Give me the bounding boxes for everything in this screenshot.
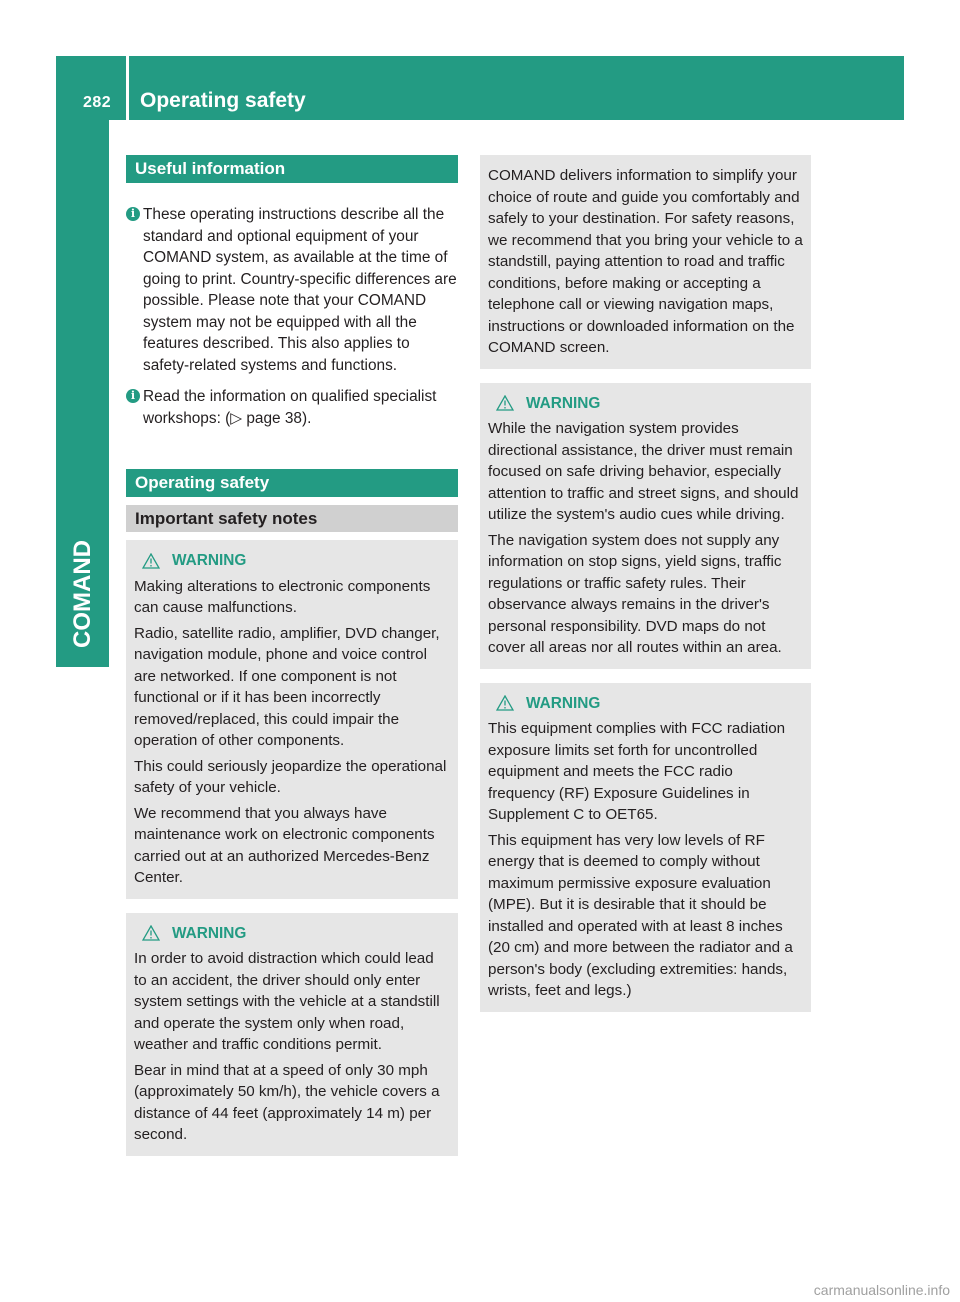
warning-paragraph: While the navigation system provides directional assistance, the driver must remain focused on safe driving behavior, especially attention to traffic and street signs, and should utilize the system's audio cues while driving. xyxy=(488,420,799,523)
useful-info-heading: Useful information xyxy=(126,155,458,183)
important-safety-notes-heading: Important safety notes xyxy=(126,505,458,532)
info-text: These operating instructions describe all the standard and optional equipment of your COMAND system, as available at the time of going to print. Country-specific differences are possible. Please note that your COMAND system may not be equipped with all the features described. This also applies to safety-related systems and functions. xyxy=(143,206,457,374)
warning-box xyxy=(480,383,811,669)
intro-box xyxy=(480,155,811,369)
page-title: Operating safety xyxy=(140,89,306,112)
warning-label: WARNING xyxy=(526,394,601,412)
warning-paragraph: The navigation system does not supply any information on stop signs, yield signs, traffic regulations or traffic safety rules. Their observance always remains in the driver's personal responsibility. DVD maps do not cover all areas nor all routes within an area. xyxy=(488,531,782,656)
warning-header xyxy=(134,923,450,945)
warning-label: WARNING xyxy=(172,552,247,569)
right-column xyxy=(480,155,811,1012)
side-tab-label: COMAND xyxy=(68,540,96,648)
header-divider xyxy=(126,56,129,120)
left-column xyxy=(126,155,458,1156)
warning-paragraph: In order to avoid distraction which could lead to an accident, the driver should only enter system settings with the vehicle at a standstill and operate the system only when road, weather and traffic conditions permit. xyxy=(134,950,440,1053)
info-text: Read the information on qualified specialist workshops: (▷ page 38). xyxy=(143,388,437,427)
info-icon: i xyxy=(126,389,140,403)
warning-triangle-icon xyxy=(142,925,160,941)
operating-safety-heading: Operating safety xyxy=(126,469,458,497)
warning-triangle-icon xyxy=(496,395,514,411)
warning-box xyxy=(480,683,811,1012)
warning-paragraph: This could seriously jeopardize the operational safety of your vehicle. xyxy=(134,757,447,796)
warning-label: WARNING xyxy=(172,924,247,942)
warning-paragraph: This equipment has very low levels of RF energy that is deemed to comply without maximum permissive exposure evaluation (MPE). But it is desirable that it should be installed and operated with at least 8 inches (20 cm) and more between the radiator and a person's body (excluding extremities: hands, wrists, feet and legs.) xyxy=(488,831,793,999)
warning-paragraph: Radio, satellite radio, amplifier, DVD changer, navigation module, phone and voice control are networked. If one component is not functional or if it has been incorrectly removed/replaced, this could impair the operation of other components. xyxy=(134,624,440,749)
info-icon: i xyxy=(126,207,140,221)
warning-header xyxy=(488,393,803,415)
intro-text: COMAND delivers information to simplify your choice of route and guide you comfortably and safely to your destination. For safety reasons, we recommend that you bring your vehicle to a standstill, paying attention to road and traffic conditions, before making or accepting a telephone call or viewing navigation maps, instructions or downloaded information on the COMAND screen. xyxy=(488,167,803,356)
warning-header xyxy=(134,550,450,572)
info-item xyxy=(126,204,458,376)
warning-paragraph: Making alterations to electronic components can cause malfunctions. xyxy=(134,577,431,616)
warning-header xyxy=(488,693,803,715)
warning-paragraph: Bear in mind that at a speed of only 30 mph (approximately 50 km/h), the vehicle covers a distance of 44 feet (approximately 14 m) per second. xyxy=(134,1061,440,1143)
footer-watermark: carmanualsonline.info xyxy=(813,1282,950,1298)
side-tab-label-wrap xyxy=(56,530,109,660)
info-item xyxy=(126,386,458,429)
warning-box xyxy=(126,913,458,1156)
warning-paragraph: We recommend that you always have maintenance work on electronic components carried out at an authorized Mercedes-Benz Center. xyxy=(134,804,435,886)
warning-box xyxy=(126,540,458,899)
warning-triangle-icon xyxy=(496,695,514,711)
warning-paragraph: This equipment complies with FCC radiation exposure limits set forth for uncontrolled equipment and meets the FCC radio frequency (RF) Exposure Guidelines in Supplement C to OET65. xyxy=(488,720,786,823)
page-number: 282 xyxy=(83,94,112,111)
warning-label: WARNING xyxy=(526,694,601,712)
warning-triangle-icon xyxy=(142,553,160,569)
